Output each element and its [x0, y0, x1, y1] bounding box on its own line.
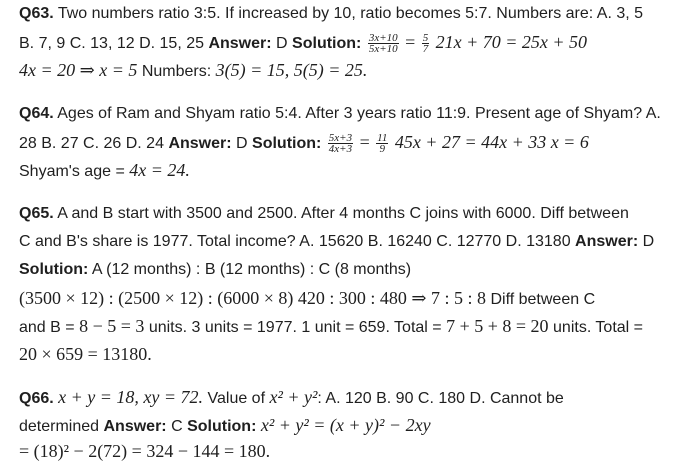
- q65-answer-label: Answer:: [575, 233, 639, 250]
- q64-line1: [19, 103, 661, 125]
- q64-frac1-numerator: 5x+3: [328, 132, 353, 145]
- q63-frac1-denominator: 5x+10: [368, 43, 398, 56]
- q63-step1: 21x + 70 = 25x + 50: [435, 32, 588, 52]
- q64-step2: x = 6: [550, 132, 589, 152]
- q63-fraction-2: [422, 33, 430, 54]
- q63-frac1-numerator: 3x+10: [368, 32, 398, 45]
- q66-answer-label: Answer:: [103, 418, 167, 435]
- q63-label: Q63.: [19, 5, 54, 22]
- q65-line2: [19, 231, 654, 253]
- q66-line3: [19, 440, 270, 464]
- q64-fraction-1: [328, 133, 353, 154]
- q63-line1: [19, 3, 643, 25]
- q64-frac1-denominator: 4x+3: [328, 143, 353, 156]
- q65-line4-b: units. 3 units = 1977. 1 unit = 659. Total =: [148, 319, 442, 336]
- q63-frac2-numerator: 5: [422, 32, 429, 45]
- q64-frac2-numerator: 11: [377, 132, 388, 145]
- q65-solution-label: Solution:: [19, 261, 89, 278]
- q66-options: : A. 120 B. 90 C. 180 D. Cannot be: [317, 390, 564, 407]
- q64-solution-label: Solution:: [252, 135, 322, 152]
- q63-answer-label: Answer:: [208, 35, 272, 52]
- q65-answer: D: [642, 233, 655, 250]
- q66-line2: [19, 414, 431, 438]
- q65-line4-a: and B =: [19, 319, 75, 336]
- q65-stem-2: C and B's share is 1977. Total income?: [19, 233, 296, 250]
- q65-line5: [19, 315, 643, 339]
- q65-line4-c: units. Total =: [553, 319, 643, 336]
- q64-answer-label: Answer:: [168, 135, 232, 152]
- q65-line6: [19, 343, 152, 367]
- q63-numbers-label: Numbers:: [141, 63, 212, 80]
- q64-frac2-denominator: 9: [379, 143, 386, 156]
- q66-identity: x² + y² = (x + y)² − 2xy: [260, 415, 431, 435]
- q66-solution-label: Solution:: [187, 418, 257, 435]
- q65-line3: [19, 259, 411, 281]
- q64-answer: D: [236, 135, 248, 152]
- q63-line2: [19, 31, 587, 55]
- q66-line1: [19, 386, 564, 410]
- q66-condition: x + y = 18, xy = 72.: [58, 387, 204, 407]
- q64-fraction-2: [376, 133, 388, 154]
- q66-value-of: Value of: [207, 390, 266, 407]
- q63-stem: Two numbers ratio 3:5. If increased by 10, ratio becomes 5:7. Numbers are:: [57, 5, 594, 22]
- q65-stem: A and B start with 3500 and 2500. After 4 months C joins with 6000. Diff between: [57, 205, 629, 222]
- q63-answer: D: [276, 35, 288, 52]
- q63-fraction-1: [368, 33, 399, 54]
- q65-ratio-math: (3500 × 12) : (2500 × 12) : (6000 × 8) 420 : 300 : 480 ⇒ 7 : 5 : 8: [19, 288, 487, 308]
- q65-line1: [19, 203, 629, 225]
- q64-option-a: A.: [645, 105, 661, 122]
- q66-label: Q66.: [19, 390, 54, 407]
- q64-line3: [19, 159, 190, 183]
- q66-answer: C: [171, 418, 183, 435]
- q64-label: Q64.: [19, 105, 54, 122]
- q65-options: A. 15620 B. 16240 C. 12770 D. 13180: [299, 233, 571, 250]
- q63-frac2-denominator: 7: [422, 43, 429, 56]
- q64-age-value: 4x = 24.: [129, 160, 190, 180]
- q63-result: 3(5) = 15, 5(5) = 25.: [215, 60, 368, 80]
- q65-label: Q65.: [19, 205, 54, 222]
- q64-step1: 45x + 27 = 44x + 33: [394, 132, 547, 152]
- q63-equals: =: [405, 32, 416, 52]
- q63-step2: 4x = 20 ⇒ x = 5: [19, 60, 138, 80]
- q64-age-text: Shyam's age =: [19, 163, 125, 180]
- q65-line4: [19, 287, 595, 311]
- q65-line4-math-2: 7 + 5 + 8 = 20: [446, 316, 549, 336]
- q66-determined: determined: [19, 418, 100, 435]
- q64-equals: =: [359, 132, 370, 152]
- q64-stem: Ages of Ram and Shyam ratio 5:4. After 3 years ratio 11:9. Present age of Shyam?: [57, 105, 643, 122]
- q65-months: A (12 months) : B (12 months) : C (8 months): [91, 261, 412, 278]
- q66-calculation: = (18)² − 2(72) = 324 − 144 = 180.: [19, 441, 271, 461]
- q63-option-a: A. 3, 5: [596, 5, 644, 22]
- q63-solution-label: Solution:: [292, 35, 362, 52]
- q65-line4-math-1: 8 − 5 = 3: [79, 316, 145, 336]
- q65-diff-text: Diff between C: [490, 291, 596, 308]
- q63-options: B. 7, 9 C. 13, 12 D. 15, 25: [19, 35, 204, 52]
- q64-options: 28 B. 27 C. 26 D. 24: [19, 135, 164, 152]
- q64-line2: [19, 131, 589, 155]
- q63-line3: [19, 59, 367, 83]
- q66-expression: x² + y²: [269, 387, 318, 407]
- q65-total: 20 × 659 = 13180.: [19, 344, 152, 364]
